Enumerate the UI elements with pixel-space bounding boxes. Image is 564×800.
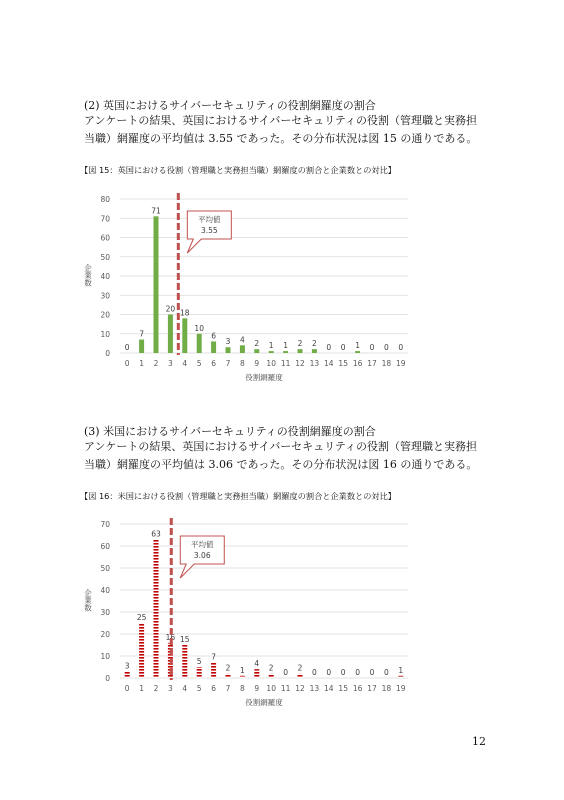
data-label: 6 — [211, 331, 216, 341]
data-label: 2 — [268, 663, 274, 673]
y-axis-title: 企業数 — [83, 589, 93, 612]
data-label: 0 — [355, 668, 360, 677]
mean-callout-title: 平均値 — [191, 540, 214, 549]
x-tick-label: 19 — [396, 359, 406, 368]
x-tick-label: 6 — [211, 684, 216, 693]
x-tick-label: 10 — [266, 359, 276, 368]
x-tick-label: 10 — [266, 684, 276, 693]
data-label: 0 — [312, 668, 317, 677]
bar — [182, 645, 187, 678]
x-tick-label: 4 — [182, 359, 188, 368]
y-tick-label: 0 — [105, 349, 110, 358]
bar — [254, 669, 259, 678]
chart-us-coverage — [80, 510, 420, 715]
data-label: 0 — [326, 668, 332, 677]
x-tick-label: 7 — [225, 684, 231, 693]
data-label: 0 — [384, 343, 389, 352]
bar — [139, 623, 144, 678]
x-tick-label: 18 — [381, 359, 392, 368]
bar — [398, 676, 403, 678]
y-tick-label: 20 — [100, 310, 110, 320]
x-tick-label: 16 — [352, 359, 363, 368]
x-tick-label: 13 — [309, 684, 320, 693]
bar — [211, 663, 216, 678]
bar — [269, 351, 274, 353]
x-tick-label: 0 — [124, 359, 130, 368]
x-tick-label: 14 — [324, 684, 334, 693]
data-label: 0 — [124, 343, 130, 352]
section-heading-uk: (2) 英国におけるサイバーセキュリティの役割網羅度の割合 — [84, 99, 376, 112]
x-axis-title: 役割網羅度 — [245, 373, 283, 382]
y-tick-label: 50 — [100, 564, 110, 573]
bar — [269, 674, 274, 678]
data-label: 0 — [340, 668, 346, 677]
y-tick-label: 40 — [100, 272, 110, 281]
y-tick-label: 10 — [100, 329, 110, 339]
bar — [355, 351, 360, 353]
bar — [139, 340, 144, 353]
x-axis-title: 役割網羅度 — [245, 698, 283, 707]
mean-callout-value: 3.06 — [193, 551, 211, 560]
data-label: 0 — [369, 343, 375, 352]
x-tick-label: 8 — [240, 359, 245, 368]
data-label: 0 — [340, 343, 346, 352]
data-label: 1 — [355, 341, 360, 351]
bar — [168, 315, 173, 354]
data-label: 0 — [283, 668, 288, 677]
chart-uk-coverage — [80, 185, 420, 390]
data-label: 3 — [124, 661, 130, 671]
data-label: 63 — [151, 529, 161, 539]
x-tick-label: 5 — [196, 359, 202, 368]
data-label: 0 — [384, 668, 389, 677]
x-tick-label: 18 — [381, 684, 392, 693]
data-label: 2 — [297, 339, 303, 349]
x-tick-label: 2 — [153, 359, 159, 368]
data-label: 7 — [139, 329, 144, 339]
bar — [226, 674, 231, 678]
bar — [211, 341, 216, 353]
data-label: 0 — [398, 343, 404, 352]
x-tick-label: 7 — [225, 359, 231, 368]
x-tick-label: 2 — [153, 684, 159, 693]
bar — [254, 349, 259, 353]
data-label: 4 — [240, 335, 245, 345]
figure-caption-16: 【図 16：米国における役割（管理職と実務担当職）網羅度の割合と企業数との対比】 — [80, 491, 396, 501]
x-tick-label: 1 — [139, 359, 144, 368]
section-body-us: アンケートの結果、英国におけるサイバーセキュリティの役割（管理職と実務担当職）網羅度の平均値は 3.06 であった。その分布状況は図 16 の通りである。 — [84, 440, 478, 471]
data-label: 5 — [196, 657, 202, 666]
y-tick-label: 70 — [100, 520, 110, 529]
x-tick-label: 13 — [309, 359, 320, 368]
x-tick-label: 8 — [240, 684, 245, 693]
x-tick-label: 5 — [196, 684, 202, 693]
data-label: 2 — [254, 339, 260, 349]
bar — [240, 676, 245, 678]
mean-callout-title: 平均値 — [198, 215, 221, 224]
data-label: 4 — [254, 659, 260, 669]
x-tick-label: 11 — [280, 684, 291, 693]
data-label: 25 — [136, 613, 147, 622]
data-label: 1 — [398, 665, 404, 675]
x-tick-label: 16 — [352, 684, 363, 693]
page-number: 12 — [472, 735, 486, 748]
data-label: 20 — [165, 304, 176, 314]
bar — [154, 539, 159, 678]
data-label: 15 — [180, 635, 190, 644]
x-tick-label: 9 — [254, 359, 260, 368]
x-tick-label: 17 — [367, 684, 377, 693]
bar — [298, 674, 303, 678]
y-tick-label: 30 — [100, 608, 110, 617]
x-tick-label: 0 — [124, 684, 130, 693]
x-tick-label: 19 — [396, 684, 406, 693]
y-tick-label: 40 — [100, 586, 110, 595]
data-label: 0 — [369, 668, 375, 677]
data-label: 2 — [225, 663, 231, 673]
data-label: 2 — [297, 663, 303, 673]
x-tick-label: 14 — [324, 359, 334, 368]
bar — [240, 345, 245, 353]
bar — [283, 351, 288, 353]
data-label: 0 — [326, 343, 332, 352]
y-tick-label: 50 — [100, 252, 110, 262]
y-tick-label: 30 — [100, 291, 110, 301]
y-tick-label: 0 — [105, 674, 110, 683]
y-axis-title: 企業数 — [83, 264, 93, 287]
section-heading-us: (3) 米国におけるサイバーセキュリティの役割網羅度の割合 — [84, 425, 376, 438]
section-body-uk: アンケートの結果、英国におけるサイバーセキュリティの役割（管理職と実務担当職）網羅度の平均値は 3.55 であった。その分布状況は図 15 の通りである。 — [84, 114, 478, 145]
y-tick-label: 10 — [100, 652, 110, 661]
x-tick-label: 12 — [295, 359, 305, 368]
y-tick-label: 20 — [100, 630, 110, 639]
data-label: 18 — [180, 308, 190, 318]
data-label: 3 — [225, 337, 231, 347]
bar — [312, 349, 317, 353]
bar — [226, 347, 231, 353]
x-tick-label: 3 — [168, 359, 173, 368]
data-label: 7 — [211, 652, 216, 662]
bar — [154, 216, 159, 353]
data-label: 2 — [312, 339, 317, 349]
x-tick-label: 4 — [182, 684, 188, 693]
bar — [182, 318, 187, 353]
x-tick-label: 17 — [367, 359, 377, 368]
y-tick-label: 60 — [100, 233, 110, 243]
data-label: 10 — [194, 323, 204, 333]
x-tick-label: 11 — [280, 359, 291, 368]
x-tick-label: 6 — [211, 359, 216, 368]
bar — [197, 667, 202, 678]
data-label: 16 — [165, 632, 176, 642]
bar — [298, 349, 303, 353]
y-tick-label: 60 — [100, 542, 110, 551]
x-tick-label: 3 — [168, 684, 173, 693]
mean-callout-value: 3.55 — [200, 226, 218, 235]
data-label: 1 — [240, 665, 245, 675]
x-tick-label: 1 — [139, 684, 144, 693]
x-tick-label: 9 — [254, 684, 260, 693]
data-label: 1 — [268, 341, 274, 351]
bar — [125, 671, 130, 678]
x-tick-label: 12 — [295, 684, 305, 693]
x-tick-label: 15 — [338, 359, 348, 368]
figure-caption-15: 【図 15：英国における役割（管理職と実務担当職）網羅度の割合と企業数との対比】 — [80, 165, 396, 175]
x-tick-label: 15 — [338, 684, 348, 693]
bar — [197, 334, 202, 353]
data-label: 1 — [283, 341, 288, 351]
data-label: 71 — [151, 206, 161, 216]
y-tick-label: 80 — [100, 195, 110, 204]
y-tick-label: 70 — [100, 214, 110, 224]
